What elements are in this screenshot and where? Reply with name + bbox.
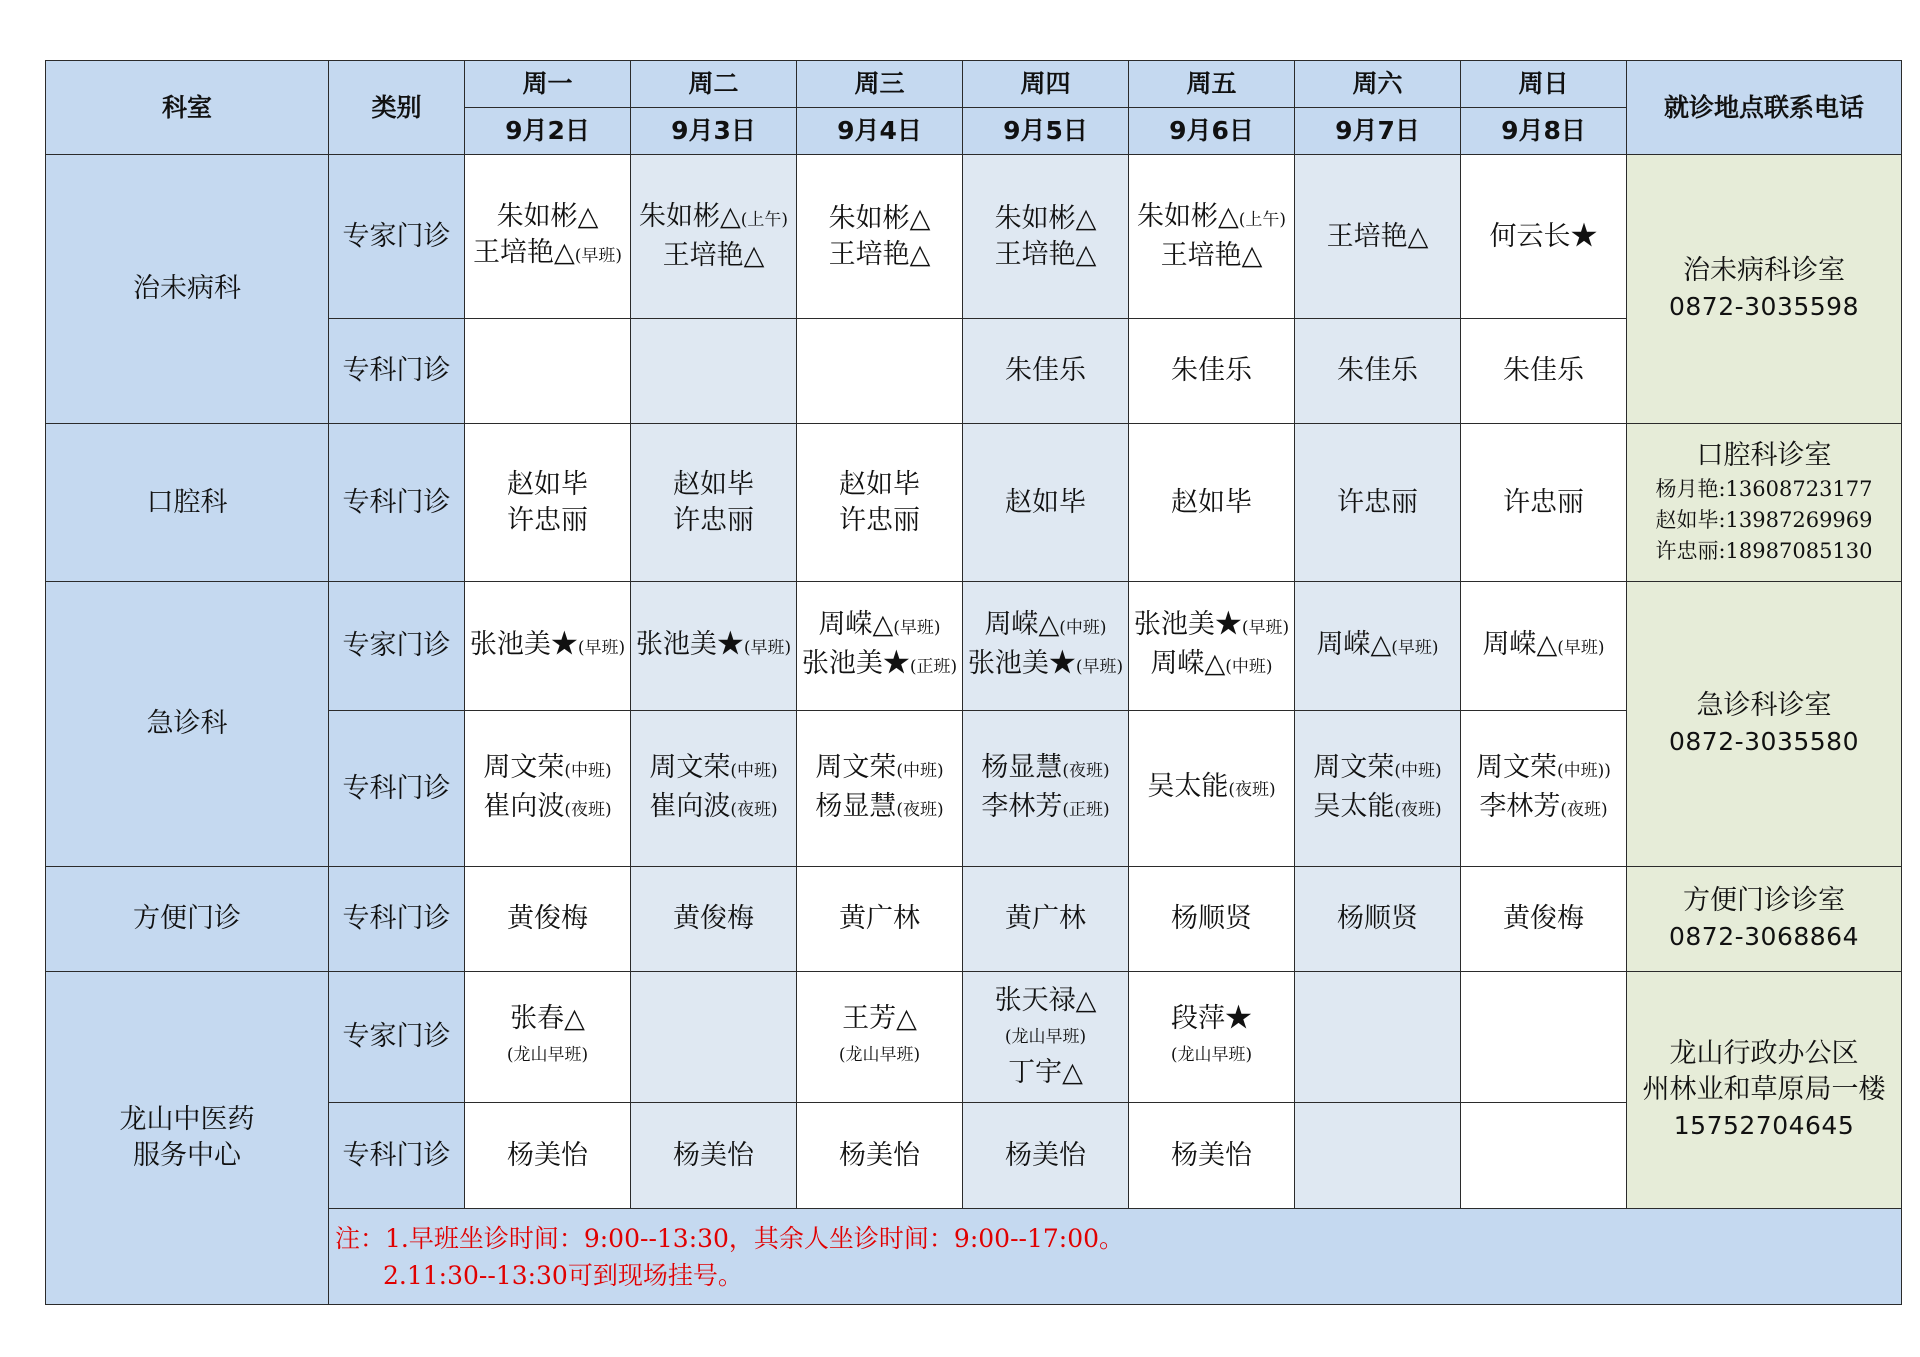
- location-kq: [1627, 424, 1902, 582]
- shift-note: (早班): [1391, 637, 1439, 658]
- category-expert: 专家门诊: [329, 582, 465, 711]
- doctor-name: 何云长★: [1489, 220, 1598, 252]
- dept-fb: 方便门诊: [46, 867, 329, 972]
- schedule-cell: 杨顺贤: [1295, 867, 1461, 972]
- schedule-cell: 黄俊梅: [1461, 867, 1627, 972]
- schedule-cell: [1461, 582, 1627, 711]
- shift-note: (中班): [1394, 760, 1442, 781]
- doctor-name: 周文荣: [1313, 751, 1395, 783]
- shift-note: (早班): [1557, 637, 1605, 658]
- schedule-cell: [797, 424, 963, 582]
- dept-zwb: 治未病科: [46, 155, 329, 424]
- schedule-cell: [465, 155, 631, 319]
- header-day: 周四: [963, 61, 1129, 108]
- schedule-cell: 朱佳乐: [1295, 319, 1461, 424]
- location-name: 龙山行政办公区: [1669, 1038, 1859, 1069]
- header-date: 9月7日: [1295, 108, 1461, 155]
- shift-note: (早班): [577, 637, 626, 658]
- doctor-name: 张池美★: [801, 648, 910, 679]
- doctor-name: 李林芳: [1479, 790, 1561, 822]
- schedule-cell: 杨顺贤: [1129, 867, 1295, 972]
- schedule-cell: [797, 711, 963, 867]
- schedule-cell: [1295, 582, 1461, 711]
- schedule-cell: [631, 711, 797, 867]
- doctor-name: 周嵘△: [818, 609, 894, 640]
- doctor-name: 周嵘△: [1316, 628, 1392, 660]
- location-jz: [1627, 582, 1902, 867]
- schedule-cell: 黄广林: [797, 867, 963, 972]
- dept-ls: [46, 972, 329, 1305]
- doctor-name: 周嵘△: [1150, 648, 1226, 679]
- schedule-cell: [1295, 155, 1461, 319]
- shift-note: (夜班): [896, 799, 944, 820]
- schedule-cell: [797, 972, 963, 1103]
- doctor-name: 赵如毕: [507, 468, 588, 500]
- doctor-name: 许忠丽: [507, 504, 588, 536]
- schedule-cell: 杨美怡: [631, 1103, 797, 1209]
- schedule-cell: [1461, 424, 1627, 582]
- schedule-cell: 杨美怡: [465, 1103, 631, 1209]
- doctor-name: 杨显慧: [815, 790, 897, 822]
- location-name: 州林业和草原局一楼: [1642, 1074, 1886, 1105]
- shift-note: (正班): [909, 657, 958, 677]
- schedule-cell: 杨美怡: [1129, 1103, 1295, 1209]
- location-name: 口腔科诊室: [1696, 440, 1832, 471]
- dept-kq: 口腔科: [46, 424, 329, 582]
- shift-note: (龙山早班): [838, 1045, 921, 1065]
- doctor-name: 吴太能: [1313, 790, 1395, 822]
- shift-note: (早班): [1075, 657, 1124, 677]
- location-ls: [1627, 972, 1902, 1209]
- header-category: 类别: [329, 61, 465, 155]
- schedule-cell: [1295, 1103, 1461, 1209]
- header-date: 9月5日: [963, 108, 1129, 155]
- doctor-name: 许忠丽: [673, 504, 754, 536]
- doctor-name: 张池美★: [1133, 609, 1242, 640]
- shift-note: (夜班): [730, 799, 778, 820]
- category-expert: 专家门诊: [329, 972, 465, 1103]
- doctor-name: 赵如毕: [1171, 486, 1252, 518]
- shift-note: (夜班): [1394, 799, 1442, 820]
- doctor-name: 王培艳△: [1326, 220, 1429, 252]
- location-phone: 赵如毕:13987269969: [1655, 508, 1873, 532]
- doctor-name: 王培艳△: [994, 238, 1097, 270]
- doctor-name: 朱如彬△: [994, 202, 1097, 234]
- location-name: 治未病科诊室: [1683, 255, 1845, 286]
- dept-name-line: 龙山中医药: [119, 1104, 255, 1135]
- schedule-cell: 朱佳乐: [1129, 319, 1295, 424]
- header-day: 周五: [1129, 61, 1295, 108]
- location-fb: [1627, 867, 1902, 972]
- doctor-name: 周文荣: [1476, 751, 1558, 783]
- shift-note: (夜班): [1560, 799, 1608, 820]
- schedule-table: [45, 60, 1902, 1305]
- schedule-cell: [963, 972, 1129, 1103]
- schedule-cell: [631, 582, 797, 711]
- header-date: 9月6日: [1129, 108, 1295, 155]
- doctor-name: 王芳△: [842, 1003, 917, 1034]
- header-date: 9月4日: [797, 108, 963, 155]
- dept-name-line: 服务中心: [133, 1140, 241, 1171]
- schedule-cell: [797, 155, 963, 319]
- header-day: 周二: [631, 61, 797, 108]
- doctor-name: 周文荣: [483, 751, 565, 783]
- doctor-name: 朱如彬△: [638, 201, 741, 232]
- schedule-cell: [1129, 711, 1295, 867]
- schedule-cell: [465, 319, 631, 424]
- footnote-line: 2.11:30--13:30可到现场挂号。: [383, 1260, 743, 1290]
- schedule-cell: [1295, 424, 1461, 582]
- location-phone: 许忠丽:18987085130: [1655, 539, 1873, 563]
- shift-note: (中班): [1225, 657, 1273, 677]
- schedule-cell: [631, 424, 797, 582]
- category-special: 专科门诊: [329, 711, 465, 867]
- doctor-name: 周文荣: [815, 751, 897, 783]
- schedule-cell: [1461, 1103, 1627, 1209]
- category-special: 专科门诊: [329, 1103, 465, 1209]
- doctor-name: 赵如毕: [1005, 486, 1086, 518]
- location-phone: 杨月艳:13608723177: [1655, 477, 1873, 501]
- shift-note: (龙山早班): [1004, 1027, 1087, 1047]
- doctor-name: 朱如彬△: [1136, 201, 1239, 232]
- shift-note: (龙山早班): [506, 1045, 589, 1065]
- header-date: 9月2日: [465, 108, 631, 155]
- shift-note: (上午): [740, 210, 789, 230]
- doctor-name: 崔向波: [483, 790, 565, 822]
- schedule-cell: [1461, 155, 1627, 319]
- schedule-cell: 杨美怡: [797, 1103, 963, 1209]
- schedule-cell: 黄俊梅: [465, 867, 631, 972]
- shift-note: (早班): [893, 618, 941, 638]
- doctor-name: 王培艳△: [828, 238, 931, 270]
- shift-note: (早班): [1241, 618, 1290, 638]
- schedule-cell: [963, 155, 1129, 319]
- schedule-cell: [1461, 972, 1627, 1103]
- schedule-cell: 黄广林: [963, 867, 1129, 972]
- schedule-cell: 朱佳乐: [1461, 319, 1627, 424]
- schedule-cell: [797, 319, 963, 424]
- shift-note: (中班): [564, 760, 612, 781]
- header-day: 周一: [465, 61, 631, 108]
- shift-note: (中班)): [1557, 760, 1611, 781]
- doctor-name: 王培艳△: [662, 240, 765, 271]
- schedule-cell: [631, 972, 797, 1103]
- doctor-name: 王培艳△: [472, 237, 575, 268]
- shift-note: (夜班): [1228, 780, 1276, 800]
- doctor-name: 赵如毕: [839, 468, 920, 500]
- header-dept: 科室: [46, 61, 329, 155]
- doctor-name: 朱如彬△: [828, 202, 931, 234]
- location-phone: 0872-3035598: [1669, 292, 1859, 321]
- doctor-name: 朱如彬△: [496, 201, 599, 232]
- doctor-name: 赵如毕: [673, 468, 754, 500]
- location-name: 急诊科诊室: [1696, 690, 1832, 721]
- shift-note: (中班): [896, 760, 944, 781]
- schedule-cell: [797, 582, 963, 711]
- doctor-name: 丁宇△: [1008, 1057, 1083, 1088]
- schedule-cell: [1461, 711, 1627, 867]
- shift-note: (上午): [1238, 210, 1287, 230]
- doctor-name: 段萍★: [1171, 1003, 1252, 1034]
- schedule-cell: [465, 424, 631, 582]
- doctor-name: 张春△: [510, 1003, 585, 1034]
- shift-note: (夜班): [1062, 760, 1110, 781]
- doctor-name: 许忠丽: [1337, 486, 1418, 518]
- location-phone: 0872-3035580: [1669, 727, 1859, 756]
- location-phone: 15752704645: [1673, 1111, 1855, 1140]
- doctor-name: 周嵘△: [984, 609, 1060, 640]
- doctor-name: 许忠丽: [839, 504, 920, 536]
- shift-note: (夜班): [564, 799, 612, 820]
- doctor-name: 王培艳△: [1160, 240, 1263, 271]
- doctor-name: 张池美★: [469, 628, 578, 660]
- doctor-name: 杨显慧: [981, 751, 1063, 783]
- header-location: 就诊地点联系电话: [1627, 61, 1902, 155]
- footnote: [329, 1209, 1902, 1305]
- location-phone: 0872-3068864: [1669, 922, 1859, 951]
- doctor-name: 周嵘△: [1482, 628, 1558, 660]
- location-zwb: [1627, 155, 1902, 424]
- schedule-cell: [1129, 582, 1295, 711]
- schedule-cell: [465, 582, 631, 711]
- schedule-cell: [465, 711, 631, 867]
- header-date: 9月3日: [631, 108, 797, 155]
- schedule-cell: [1295, 711, 1461, 867]
- header-day: 周三: [797, 61, 963, 108]
- shift-note: (早班): [743, 637, 792, 658]
- shift-note: (中班): [730, 760, 778, 781]
- shift-note: (正班): [1062, 799, 1110, 820]
- location-name: 方便门诊诊室: [1683, 885, 1845, 916]
- schedule-cell: [465, 972, 631, 1103]
- schedule-cell: 朱佳乐: [963, 319, 1129, 424]
- doctor-name: 李林芳: [981, 790, 1063, 822]
- category-special: 专科门诊: [329, 424, 465, 582]
- schedule-cell: [963, 424, 1129, 582]
- schedule-cell: 黄俊梅: [631, 867, 797, 972]
- doctor-name: 张池美★: [967, 648, 1076, 679]
- doctor-name: 周文荣: [649, 751, 731, 783]
- header-date: 9月8日: [1461, 108, 1627, 155]
- category-expert: 专家门诊: [329, 155, 465, 319]
- doctor-name: 张天禄△: [994, 985, 1097, 1016]
- schedule-cell: [1129, 155, 1295, 319]
- schedule-cell: [631, 155, 797, 319]
- doctor-name: 崔向波: [649, 790, 731, 822]
- schedule-cell: [631, 319, 797, 424]
- schedule-cell: 杨美怡: [963, 1103, 1129, 1209]
- category-special: 专科门诊: [329, 867, 465, 972]
- shift-note: (早班): [574, 246, 623, 266]
- dept-jz: 急诊科: [46, 582, 329, 867]
- schedule-cell: [1295, 972, 1461, 1103]
- doctor-name: 张池美★: [635, 628, 744, 660]
- schedule-cell: [1129, 424, 1295, 582]
- category-special: 专科门诊: [329, 319, 465, 424]
- header-day: 周日: [1461, 61, 1627, 108]
- schedule-cell: [963, 582, 1129, 711]
- footnote-line: 注：1.早班坐诊时间：9:00--13:30，其余人坐诊时间：9:00--17:00。: [335, 1223, 1125, 1253]
- shift-note: (中班): [1059, 618, 1107, 638]
- shift-note: (龙山早班): [1170, 1045, 1253, 1065]
- doctor-name: 许忠丽: [1503, 486, 1584, 518]
- doctor-name: 吴太能: [1147, 771, 1229, 802]
- schedule-cell: [963, 711, 1129, 867]
- schedule-cell: [1129, 972, 1295, 1103]
- header-day: 周六: [1295, 61, 1461, 108]
